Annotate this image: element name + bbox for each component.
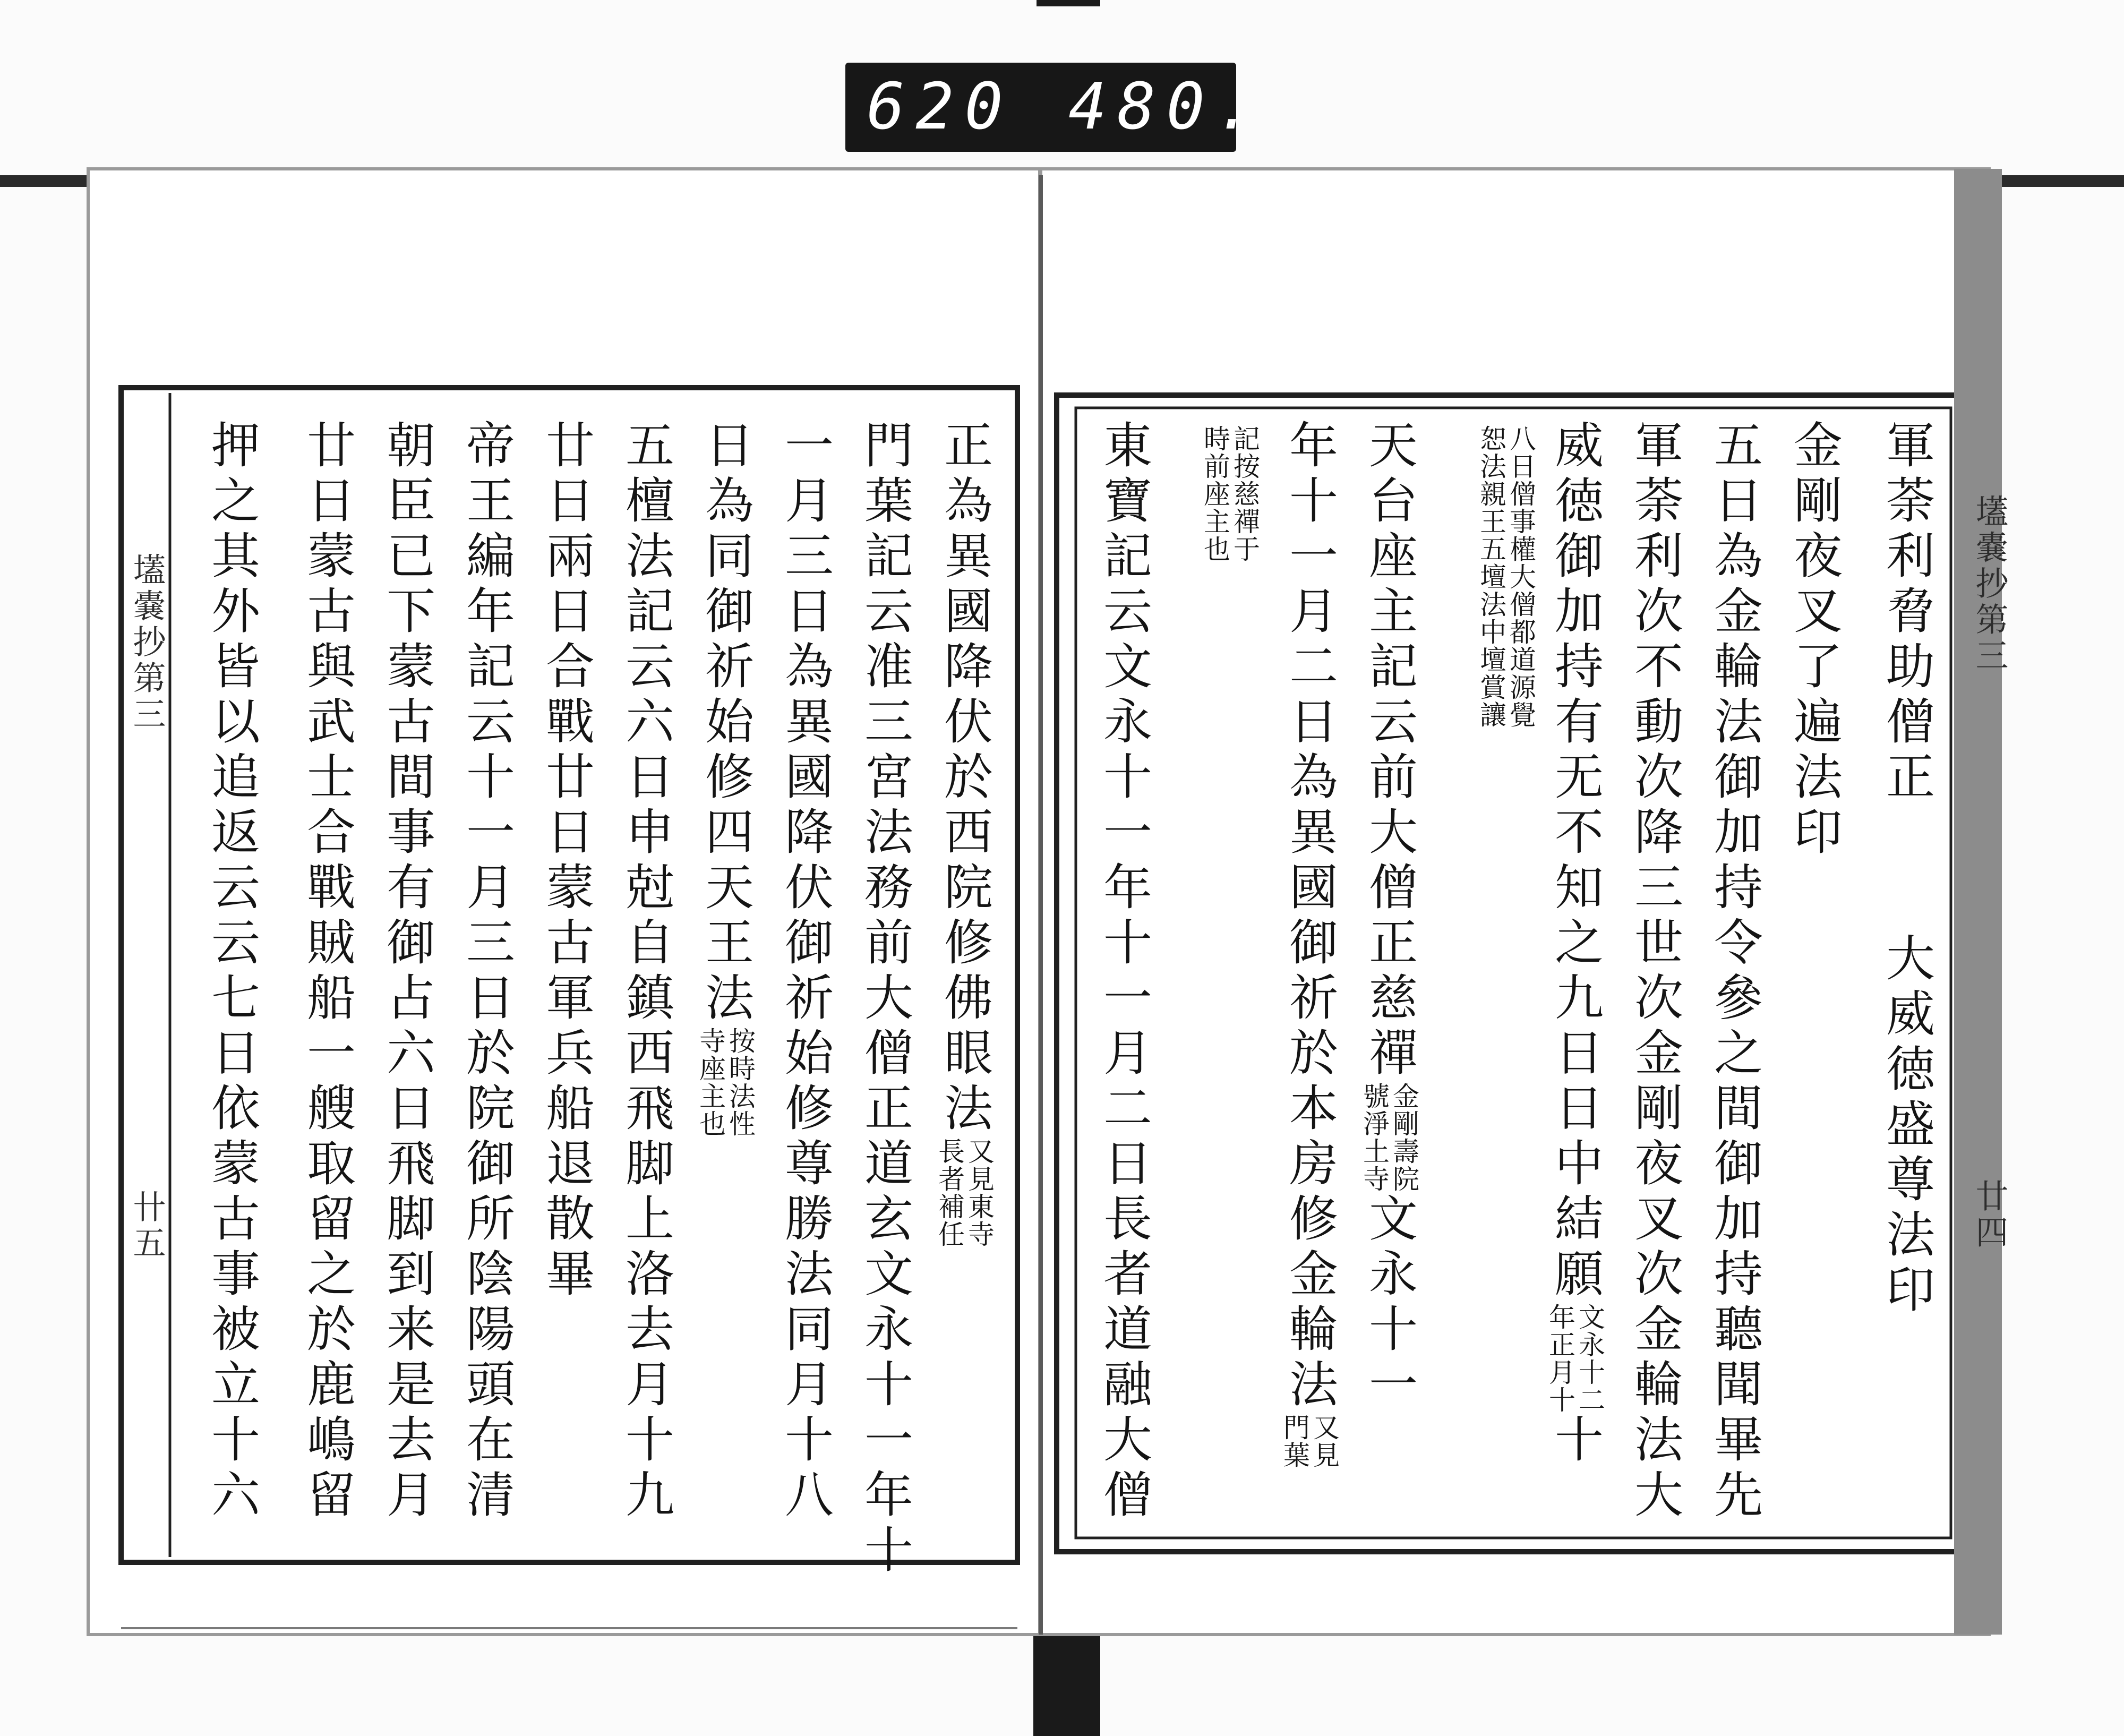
bottom-center-tab <box>1033 1630 1100 1736</box>
right-col-9-note-b: 時前座主也 <box>1200 425 1230 563</box>
left-edge-folio: 卄五 <box>127 1190 166 1262</box>
right-col-7-note-b: 號淨土寺 <box>1359 1082 1390 1193</box>
right-col-10-main: 東寶記云文永十一年十一月二日長者道融大僧 <box>1095 420 1152 1524</box>
right-col-5-note <box>1545 1303 1605 1414</box>
top-center-tab <box>1037 0 1100 6</box>
right-col-5 <box>1545 420 1605 1469</box>
right-col-2 <box>1784 420 1844 861</box>
left-col-10 <box>202 420 261 1524</box>
right-col-3-main: 五日為金輪法御加持令參之間御加持聽聞畢先 <box>1706 420 1763 1524</box>
right-col-4 <box>1625 420 1684 1524</box>
left-col-1 <box>935 420 994 1248</box>
right-col-7-note <box>1359 1082 1419 1193</box>
left-col-2 <box>855 420 914 1579</box>
left-col-9 <box>297 420 357 1524</box>
right-col-8-note-a: 又見 <box>1309 1414 1340 1469</box>
left-col-4-main: 日為同御祈始修四天王法 <box>697 420 754 1027</box>
film-frame-label <box>845 63 1264 152</box>
right-col-9 <box>1200 425 1260 563</box>
left-col-4 <box>696 420 755 1138</box>
right-col-9-note <box>1200 425 1260 563</box>
right-col-4-main: 軍荼利次不動次降三世次金剛夜叉次金輪法大 <box>1626 420 1683 1524</box>
left-edge-title: 壒嚢抄第三 <box>127 552 166 733</box>
left-col-4-note-b: 寺座主也 <box>695 1027 726 1138</box>
right-col-9-note-a: 記按慈禪于 <box>1229 425 1260 563</box>
right-col-10 <box>1094 420 1153 1524</box>
right-col-5-note-b: 年正月十 <box>1545 1303 1575 1414</box>
left-col-4-note-a: 按時法性 <box>725 1027 756 1138</box>
right-col-6-note-a: 八日僧事權大僧都道源覺 <box>1505 425 1536 729</box>
book-edge-thickness <box>1954 169 2002 1635</box>
right-col-2-main: 金剛夜叉了遍法印 <box>1786 420 1843 861</box>
right-col-1-main: 軍荼利脅助僧正 <box>1878 420 1935 806</box>
film-frame-number: 620 <box>867 70 1014 144</box>
right-col-7-note-a: 金剛壽院 <box>1389 1082 1419 1193</box>
right-col-5-note-a: 文永十二 <box>1574 1303 1605 1414</box>
left-col-9-main: 廿日蒙古與武士合戰賊船一艘取留之於鹿嶋留 <box>299 420 356 1524</box>
left-col-8-main: 朝臣已下蒙古間事有御占六日飛脚到来是去月 <box>379 420 435 1524</box>
right-col-8-note <box>1280 1414 1339 1469</box>
right-col-1 <box>1864 420 1949 1319</box>
right-col-6 <box>1476 425 1536 729</box>
right-col-6-note <box>1476 425 1536 729</box>
right-edge-folio: 廿四 <box>1970 1179 2009 1251</box>
left-col-5 <box>616 420 675 1524</box>
left-col-3 <box>775 420 835 1524</box>
right-edge-title: 壒嚢抄第三 <box>1970 494 2009 674</box>
right-page-sheet <box>1041 169 1989 1635</box>
left-col-6-main: 廿日兩日合戰廿日蒙古軍兵船退散畢 <box>538 420 595 1303</box>
right-col-8-main: 年十一月二日為異國御祈於本房修金輪法 <box>1281 420 1338 1414</box>
left-col-4-note <box>696 1027 755 1138</box>
top-edge-bar-right <box>1997 175 2124 187</box>
right-col-1-tail: 大威徳盛尊法印 <box>1878 933 1935 1319</box>
left-col-1-note-a: 又見東寺 <box>964 1138 995 1248</box>
left-col-6 <box>536 420 596 1303</box>
right-col-5-tail: 十 <box>1547 1414 1604 1469</box>
left-col-1-note-b: 長者補任 <box>934 1138 965 1248</box>
right-col-6-note-b: 恕法親王五壇法中壇賞讓 <box>1476 425 1506 729</box>
right-col-8 <box>1280 420 1339 1469</box>
left-col-5-main: 五檀法記云六日申尅自鎮西飛脚上洛去月十九 <box>618 420 674 1524</box>
right-col-7-tail: 文永十一 <box>1361 1193 1418 1414</box>
left-col-7-main: 帝王編年記云十一月三日於院御所陰陽頭在清 <box>458 420 515 1524</box>
right-col-5-main: 威徳御加持有无不知之九日日中結願 <box>1547 420 1604 1303</box>
left-col-1-note <box>935 1138 994 1248</box>
left-col-1-main: 正為異國降伏於西院修佛眼法 <box>936 420 993 1138</box>
film-frame-count: 480. <box>1068 70 1264 144</box>
left-col-2-main: 門葉記云准三宮法務前大僧正道玄文永十一年十 <box>857 420 913 1579</box>
right-col-7 <box>1359 420 1419 1414</box>
left-col-8 <box>377 420 436 1524</box>
left-col-7 <box>457 420 516 1524</box>
left-col-3-main: 一月三日為異國降伏御祈始修尊勝法同月十八 <box>777 420 834 1524</box>
left-col-10-main: 押之其外皆以追返云云七日依蒙古事被立十六 <box>203 420 260 1524</box>
right-col-7-main: 天台座主記云前大僧正慈禪 <box>1361 420 1418 1082</box>
right-col-3 <box>1705 420 1764 1524</box>
right-col-8-note-b: 門葉 <box>1279 1414 1310 1469</box>
